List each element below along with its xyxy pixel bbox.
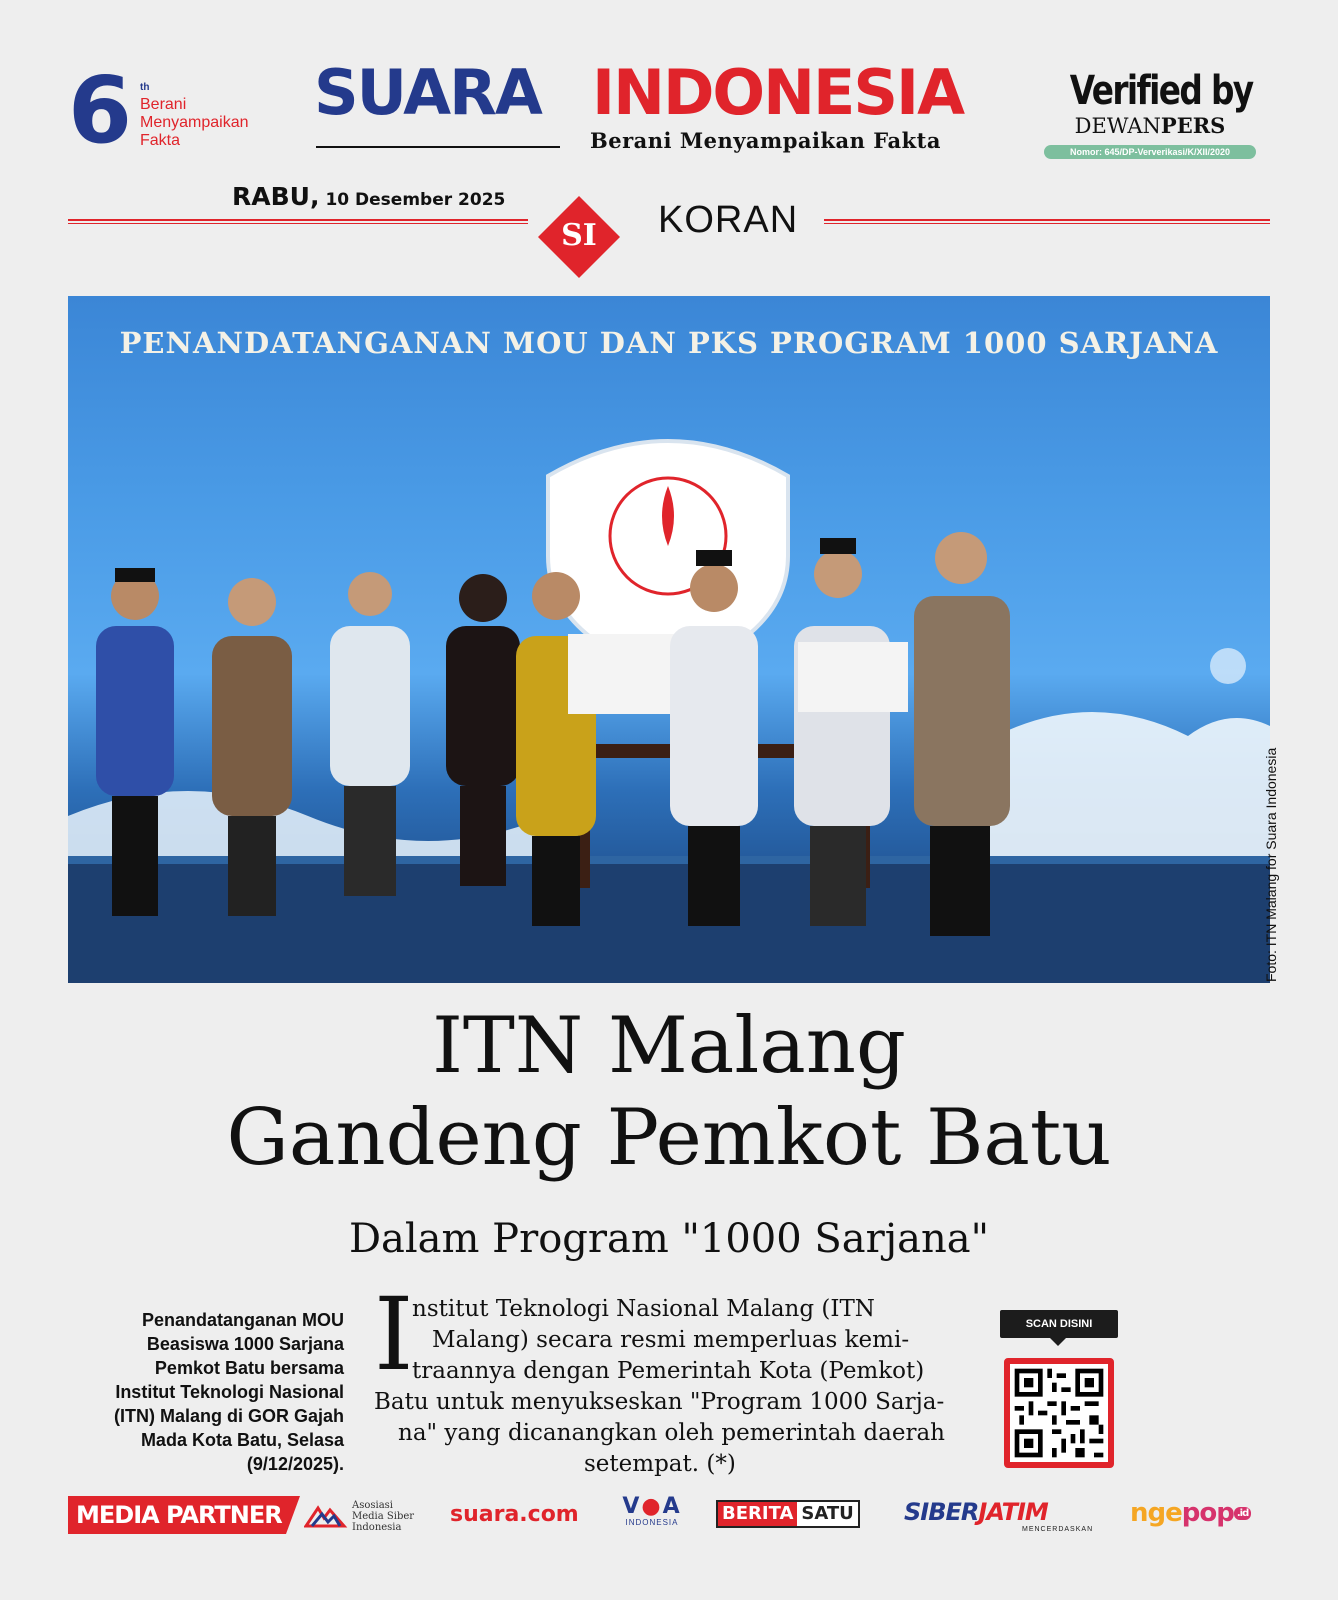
anniversary-tagline-line: Menyampaikan <box>140 114 249 131</box>
caption-line: (ITN) Malang di GOR Gajah <box>113 1406 344 1426</box>
voa-o-icon: ● <box>641 1494 663 1519</box>
caption-line: (9/12/2025). <box>246 1454 344 1474</box>
amsi-text-line: Indonesia <box>352 1522 402 1533</box>
qr-label: SCAN DISINI <box>1000 1310 1118 1338</box>
voa-letter: A <box>662 1494 682 1519</box>
ngepop-domain: .id <box>1234 1507 1251 1520</box>
voa-letter: V <box>622 1494 642 1519</box>
brand-tagline: Berani Menyampaikan Fakta <box>590 128 941 153</box>
anniversary-tagline <box>140 96 249 150</box>
brand-logo <box>314 58 1024 128</box>
brand-indonesia: INDONESIA <box>592 56 964 129</box>
issue-day: RABU, <box>232 182 320 211</box>
section-name: KORAN <box>658 199 799 241</box>
article-line: Batu untuk menyukseskan "Program 1000 Sarja- <box>374 1389 945 1415</box>
partner-voa-logo <box>612 1496 692 1528</box>
article-line: na" yang dicanangkan oleh pemerintah daerah <box>398 1420 945 1446</box>
anniversary-tagline-line: Fakta <box>140 132 181 149</box>
subheadline: Dalam Program "1000 Sarjana" <box>348 1216 990 1262</box>
issue-date <box>232 182 505 211</box>
siberjatim-part: SIBER <box>904 1498 979 1526</box>
amsi-text-line: Media Siber <box>352 1511 415 1522</box>
partner-siberjatim-logo <box>904 1498 1094 1533</box>
brand-suara: SUARA <box>314 56 541 129</box>
caption-line: Pemkot Batu bersama <box>154 1358 344 1378</box>
caption-line: Institut Teknologi Nasional <box>115 1382 344 1402</box>
qr-code-pattern <box>1010 1364 1108 1462</box>
partner-amsi-logo <box>304 1500 424 1532</box>
qr-code[interactable] <box>1004 1358 1114 1468</box>
partner-suara-logo: suara.com <box>450 1502 579 1527</box>
qr-code-block[interactable] <box>994 1310 1122 1470</box>
media-partner-strip <box>68 1494 1270 1538</box>
caption-line: Penandatanganan MOU <box>141 1310 344 1330</box>
voa-wordmark <box>612 1496 692 1518</box>
article-dropcap: I <box>374 1276 414 1393</box>
anniversary-suffix: th <box>140 82 150 93</box>
issue-date-value: 10 Desember 2025 <box>325 190 506 210</box>
photo-illustration <box>68 296 1270 983</box>
verified-org <box>1030 114 1270 138</box>
verified-org-part: DEWAN <box>1074 114 1161 138</box>
verified-title: Verified by <box>1069 68 1253 114</box>
masthead-rule-right <box>824 219 1270 224</box>
article-body <box>374 1294 960 1484</box>
ngepop-part: nge <box>1130 1498 1182 1528</box>
siberjatim-sub: MENCERDASKAN <box>1022 1526 1094 1533</box>
section-badge-text: SI <box>561 218 597 253</box>
qr-label-arrow <box>1050 1338 1066 1346</box>
siberjatim-part: JATIM <box>978 1498 1048 1526</box>
headline <box>68 1000 1270 1184</box>
caption-line: Beasiswa 1000 Sarjana <box>146 1334 344 1354</box>
media-partner-label: MEDIA PARTNER <box>68 1496 286 1534</box>
ngepop-part: pop <box>1181 1498 1234 1528</box>
partner-beritasatu-logo <box>716 1500 860 1528</box>
beritasatu-part: BERITA <box>718 1502 797 1526</box>
section-badge <box>538 196 620 278</box>
headline-line: ITN Malang <box>432 1001 906 1091</box>
partner-ngepop-logo <box>1130 1498 1251 1530</box>
news-photo <box>68 296 1270 983</box>
amsi-icon <box>304 1504 348 1528</box>
article-line: setempat. (*) <box>584 1451 736 1477</box>
anniversary-number: 6 <box>68 57 133 164</box>
article-line: Malang) secara resmi memperluas kemi- <box>432 1327 910 1353</box>
photo-credit-text: Foto: ITN Malang for Suara Indonesia <box>1263 747 1279 982</box>
caption-line: Mada Kota Batu, Selasa <box>140 1430 344 1450</box>
verified-badge <box>1050 68 1270 164</box>
verification-number: Nomor: 645/DP-Ververikasi/K/XII/2020 <box>1044 145 1256 159</box>
brand-underline <box>316 146 560 148</box>
beritasatu-part: SATU <box>797 1502 857 1526</box>
anniversary-tagline-line: Berani <box>140 96 187 113</box>
stage-banner-text: PENANDATANGANAN MOU DAN PKS PROGRAM 1000 SARJANA <box>119 326 1219 360</box>
voa-sub: INDONESIA <box>625 1518 679 1527</box>
photo-caption <box>68 1308 344 1476</box>
headline-line: Gandeng Pemkot Batu <box>226 1093 1112 1183</box>
amsi-text <box>352 1500 414 1533</box>
anniversary-logo <box>68 57 288 164</box>
article-line: nstitut Teknologi Nasional Malang (ITN <box>412 1296 875 1322</box>
amsi-text-line: Asosiasi <box>352 1500 393 1511</box>
article-line: traannya dengan Pemerintah Kota (Pemkot) <box>412 1358 925 1384</box>
verified-org-part: PERS <box>1160 113 1226 138</box>
masthead-rule-left <box>68 219 528 224</box>
